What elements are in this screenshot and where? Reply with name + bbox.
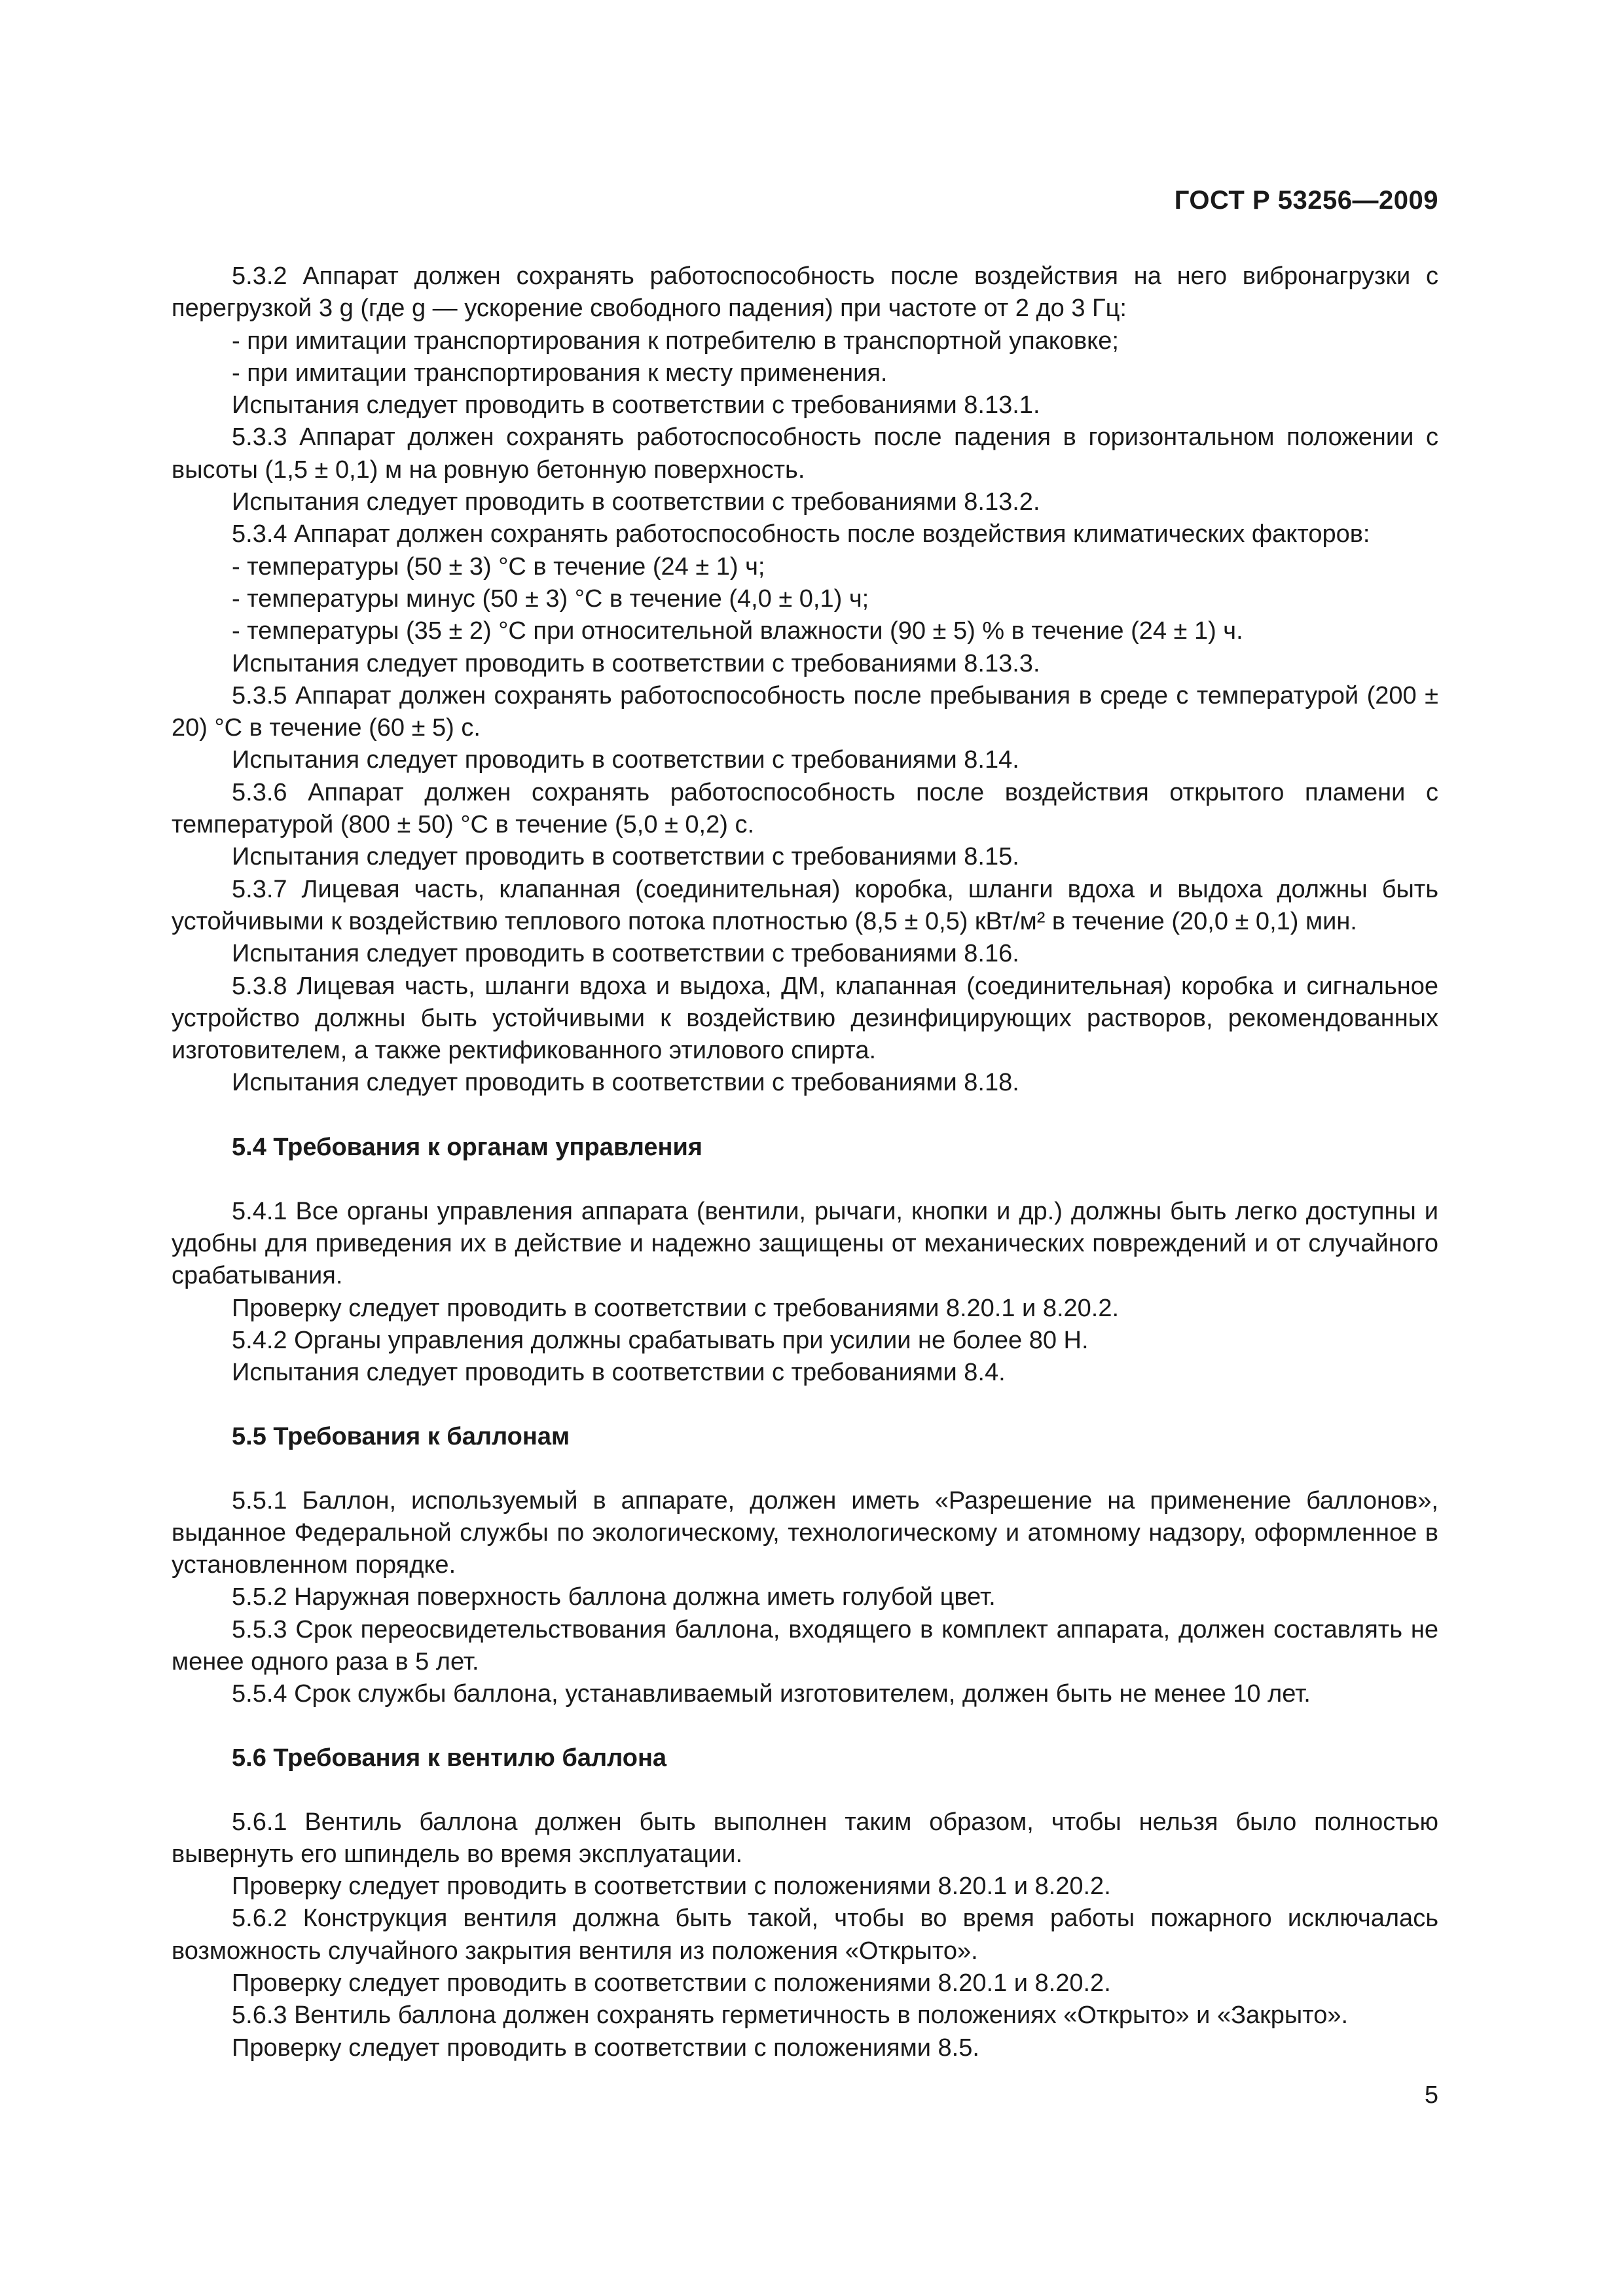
paragraph: 5.3.4 Аппарат должен сохранять работоспособность после воздействия климатических факторов: [232, 520, 1370, 548]
page-number: 5 [1424, 2081, 1438, 2109]
paragraph: Испытания следует проводить в соответствии с требованиями 8.4. [232, 1359, 1006, 1387]
section-heading: 5.4 Требования к органам управления [232, 1133, 702, 1161]
section-heading: 5.6 Требования к вентилю баллона [232, 1744, 667, 1772]
list-item: - при имитации транспортирования к потребителю в транспортной упаковке; [232, 327, 1119, 355]
paragraph: 5.4.1 Все органы управления аппарата (вентили, рычаги, кнопки и др.) должны быть легко доступны и удобны для приведения их в действие и надежно защищены от механических повреждений и от случайного срабатывания. [172, 1197, 1438, 1290]
document-header: ГОСТ Р 53256—2009 [1174, 186, 1438, 215]
paragraph: 5.6.2 Конструкция вентиля должна быть такой, чтобы во время работы пожарного исключалась возможность случайного закрытия вентиля из положения «Открыто». [172, 1905, 1438, 1965]
section-55 [172, 1421, 1438, 1711]
list-item: - температуры минус (50 ± 3) °С в течение (4,0 ± 0,1) ч; [232, 584, 869, 613]
paragraph: 5.3.5 Аппарат должен сохранять работоспособность после пребывания в среде с температурой (200 ± 20) °С в течение (60 ± 5) с. [172, 681, 1438, 742]
paragraph: 5.3.6 Аппарат должен сохранять работоспособность после воздействия открытого пламени с температурой (800 ± 50) °С в течение (5,0 ± 0,2) с. [172, 778, 1438, 839]
paragraph: Испытания следует проводить в соответствии с требованиями 8.14. [232, 746, 1019, 774]
paragraph: 5.5.1 Баллон, используемый в аппарате, должен иметь «Разрешение на применение баллонов», выданное Федеральной службы по экологическому, технологическому и атомному надзору, оформленное в установленном порядке. [172, 1486, 1438, 1579]
paragraph: Испытания следует проводить в соответствии с требованиями 8.16. [232, 940, 1019, 968]
document-body [172, 260, 1438, 2064]
paragraph: 5.3.7 Лицевая часть, клапанная (соединительная) коробка, шланги вдоха и выдоха должны быть устойчивыми к воздействию теплового потока плотностью (8,5 ± 0,5) кВт/м² в течение (20,0 ± 0,1) мин. [172, 875, 1438, 935]
paragraph: 5.6.3 Вентиль баллона должен сохранять герметичность в положениях «Открыто» и «Закрыто». [232, 2001, 1349, 2030]
paragraph: Испытания следует проводить в соответствии с требованиями 8.15. [232, 843, 1019, 871]
paragraph: Испытания следует проводить в соответствии с требованиями 8.13.3. [232, 649, 1040, 677]
list-item: - при имитации транспортирования к месту применения. [232, 359, 888, 387]
section-53-continued [172, 260, 1438, 1100]
paragraph: 5.5.4 Срок службы баллона, устанавливаемый изготовителем, должен быть не менее 10 лет. [232, 1680, 1311, 1708]
paragraph: Проверку следует проводить в соответствии с положениями 8.20.1 и 8.20.2. [232, 1873, 1111, 1901]
paragraph: 5.3.2 Аппарат должен сохранять работоспособность после воздействия на него вибронагрузки с перегрузкой 3 g (где g — ускорение свободного падения) при частоте от 2 до 3 Гц: [172, 262, 1438, 323]
section-heading: 5.5 Требования к баллонам [232, 1422, 570, 1450]
paragraph: Испытания следует проводить в соответствии с требованиями 8.13.1. [232, 391, 1040, 420]
paragraph: 5.3.3 Аппарат должен сохранять работоспособность после падения в горизонтальном положении с высоты (1,5 ± 0,1) м на ровную бетонную поверхность. [172, 423, 1438, 484]
paragraph: 5.4.2 Органы управления должны срабатывать при усилии не более 80 Н. [232, 1326, 1089, 1354]
section-54 [172, 1132, 1438, 1390]
paragraph: Проверку следует проводить в соответствии с положениями 8.5. [232, 2034, 979, 2062]
paragraph: Проверку следует проводить в соответствии с требованиями 8.20.1 и 8.20.2. [232, 1294, 1120, 1322]
paragraph: 5.5.2 Наружная поверхность баллона должна иметь голубой цвет. [232, 1583, 996, 1611]
paragraph: Проверку следует проводить в соответствии с положениями 8.20.1 и 8.20.2. [232, 1969, 1111, 1998]
paragraph: Испытания следует проводить в соответствии с требованиями 8.13.2. [232, 488, 1040, 516]
list-item: - температуры (50 ± 3) °С в течение (24 ± 1) ч; [232, 552, 765, 581]
list-item: - температуры (35 ± 2) °С при относительной влажности (90 ± 5) % в течение (24 ± 1) ч. [232, 617, 1243, 645]
paragraph: 5.3.8 Лицевая часть, шланги вдоха и выдоха, ДМ, клапанная (соединительная) коробка и сигнальное устройство должны быть устойчивыми к воздействию дезинфицирующих растворов, рекомендованных изготовителем, а также ректификованного этилового спирта. [172, 972, 1438, 1065]
section-56 [172, 1742, 1438, 2064]
paragraph: 5.5.3 Срок переосвидетельствования баллона, входящего в комплект аппарата, должен составлять не менее одного раза в 5 лет. [172, 1615, 1438, 1676]
paragraph: 5.6.1 Вентиль баллона должен быть выполнен таким образом, чтобы нельзя было полностью вывернуть его шпиндель во время эксплуатации. [172, 1808, 1438, 1868]
paragraph: Испытания следует проводить в соответствии с требованиями 8.18. [232, 1069, 1019, 1097]
